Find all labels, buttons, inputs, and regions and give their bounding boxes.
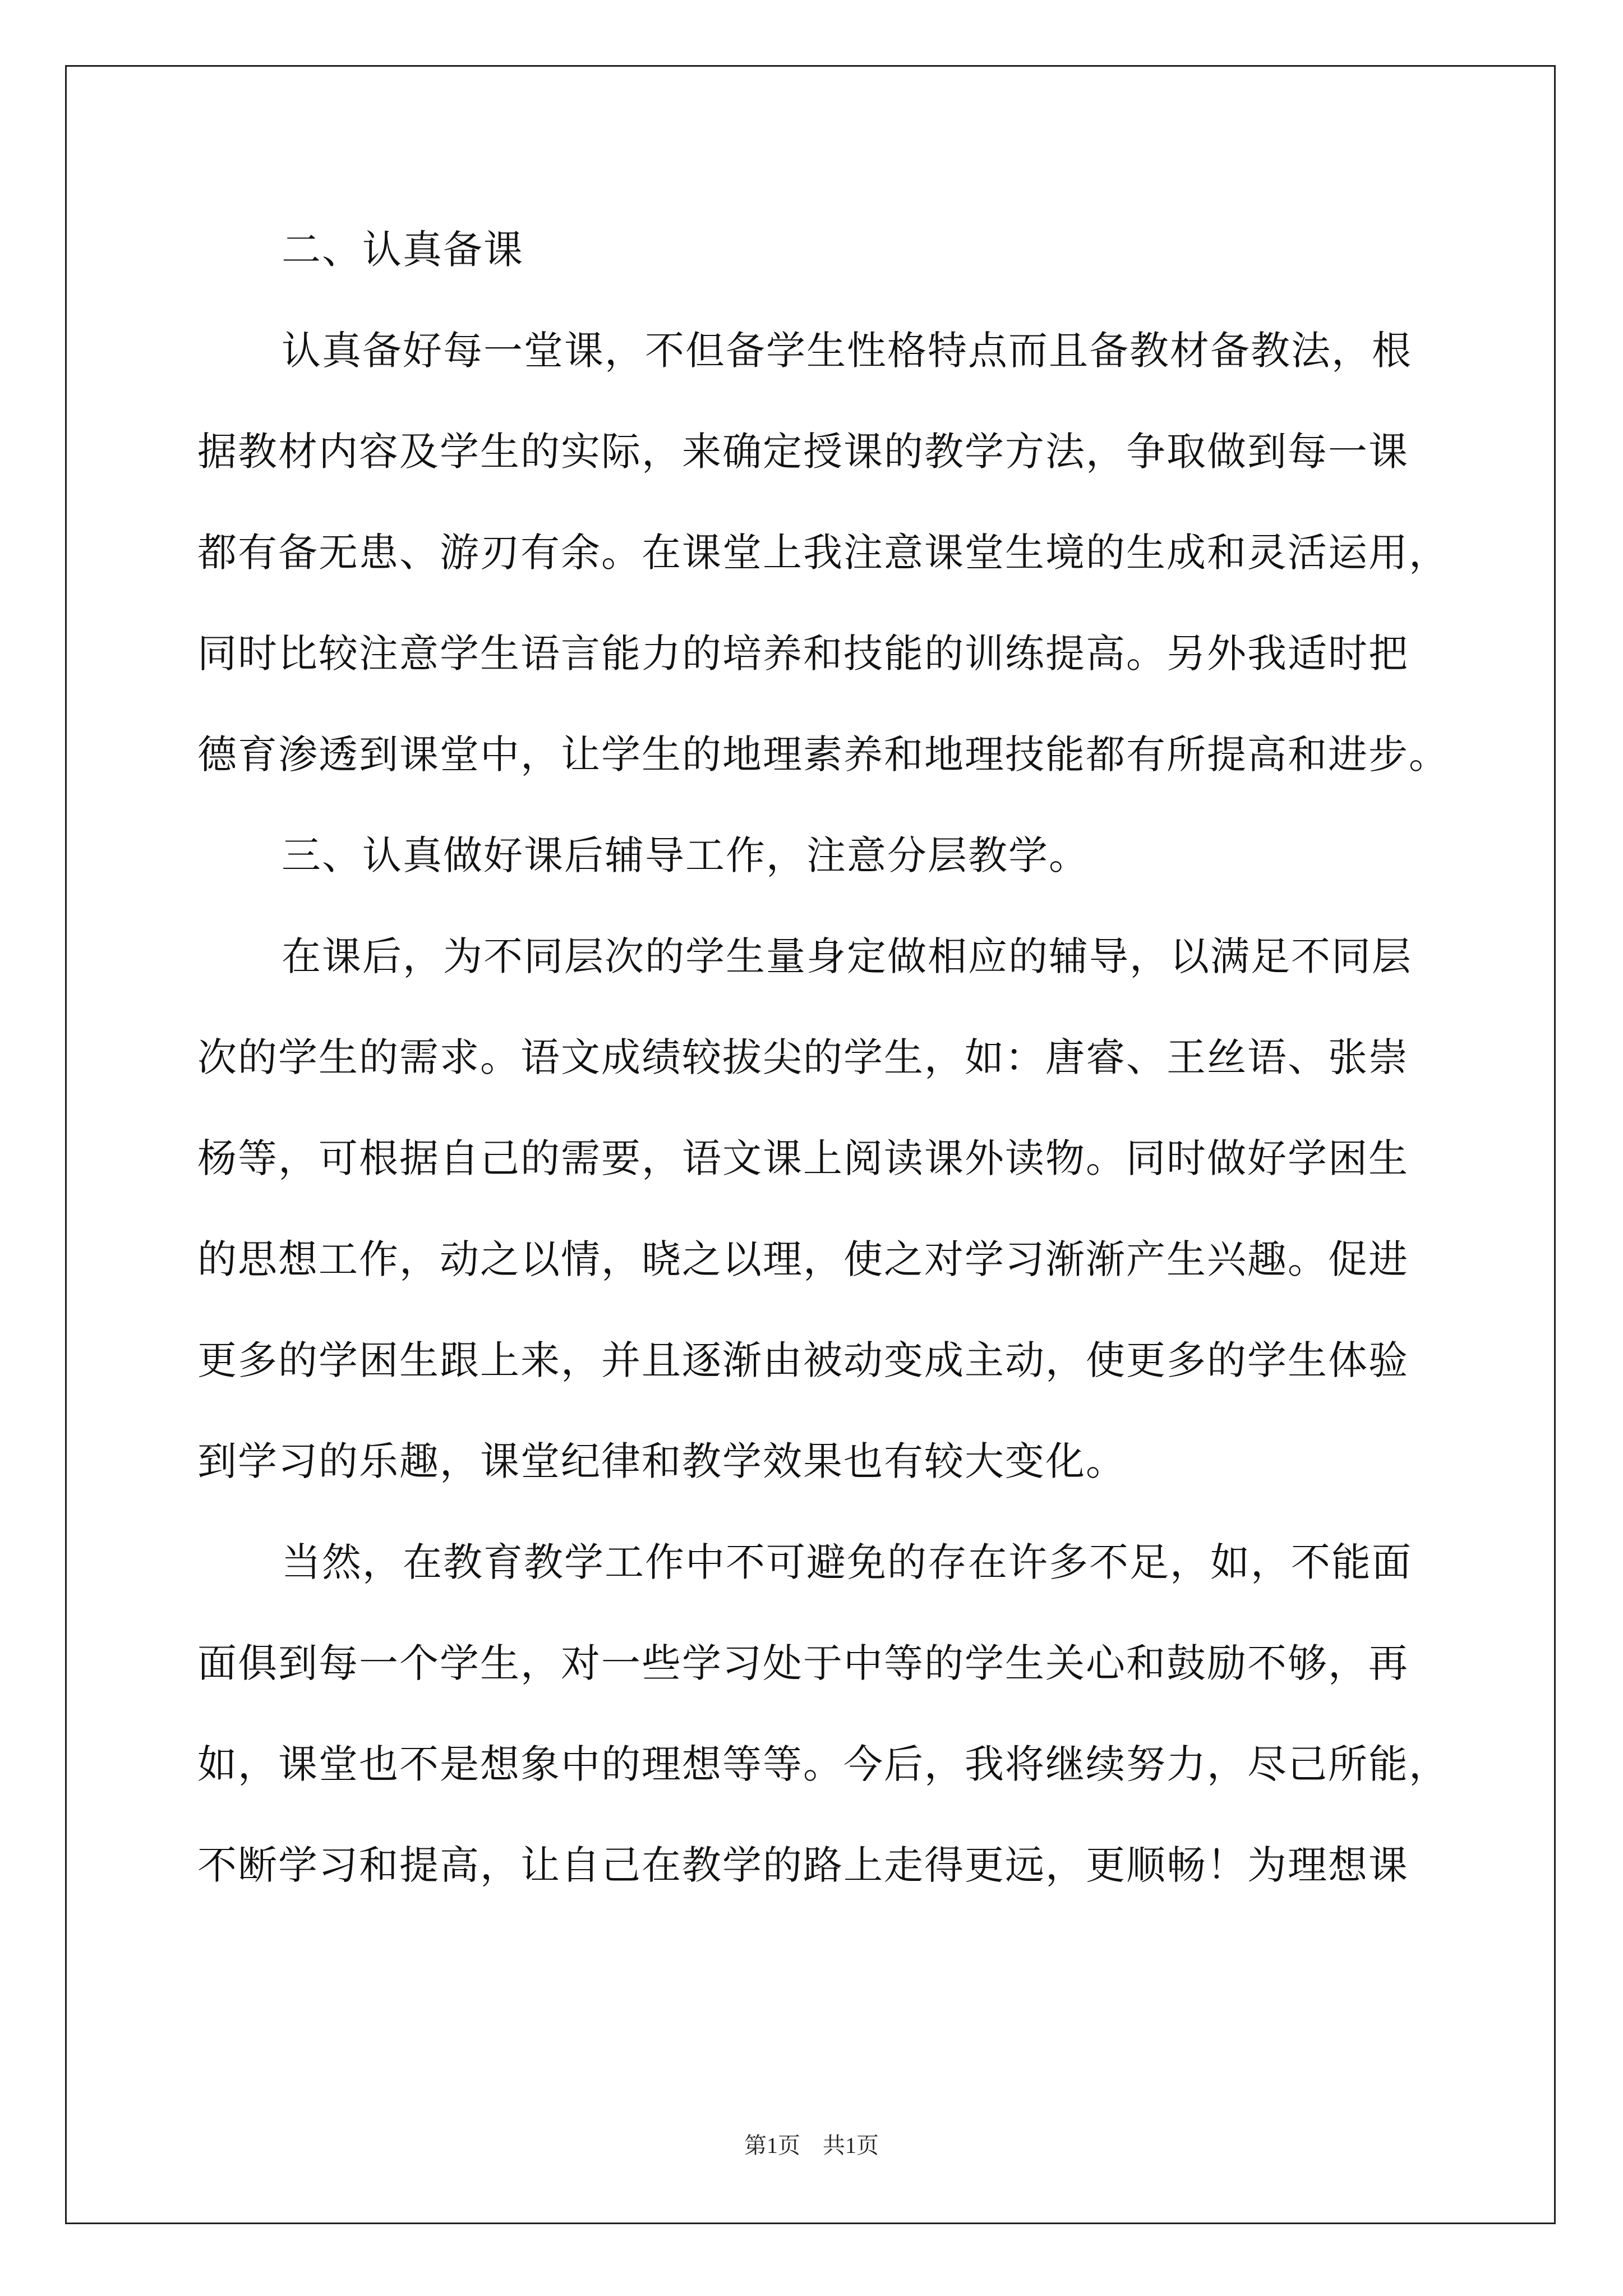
paragraph-line: 认真备好每一堂课，不但备学生性格特点而且备教材备教法，根 — [282, 328, 1412, 374]
paragraph-line: 的思想工作，动之以情，晓之以理，使之对学习渐渐产生兴趣。促进 — [197, 1236, 1409, 1282]
paragraph-line: 都有备无患、游刃有余。在课堂上我注意课堂生境的生成和灵活运用， — [197, 530, 1449, 576]
paragraph-line: 面俱到每一个学生，对一些学习处于中等的学生关心和鼓励不够，再 — [197, 1640, 1409, 1686]
paragraph-line: 德育渗透到课堂中，让学生的地理素养和地理技能都有所提高和进步。 — [197, 731, 1449, 777]
section-heading-3: 三、认真做好课后辅导工作，注意分层教学。 — [282, 832, 1089, 878]
paragraph-line: 更多的学困生跟上来，并且逐渐由被动变成主动，使更多的学生体验 — [197, 1337, 1409, 1383]
page-number: 第1页 共1页 — [744, 2133, 879, 2158]
paragraph-line: 杨等，可根据自己的需要，语文课上阅读课外读物。同时做好学困生 — [197, 1135, 1409, 1181]
paragraph-line: 同时比较注意学生语言能力的培养和技能的训练提高。另外我适时把 — [197, 631, 1409, 677]
paragraph-line: 到学习的乐趣，课堂纪律和教学效果也有较大变化。 — [197, 1438, 1126, 1484]
paragraph-line: 次的学生的需求。语文成绩较拔尖的学生，如：唐睿、王丝语、张崇 — [197, 1034, 1409, 1080]
paragraph-line: 当然，在教育教学工作中不可避免的存在许多不足，如，不能面 — [282, 1539, 1412, 1585]
paragraph-line: 不断学习和提高，让自己在教学的路上走得更远，更顺畅！为理想课 — [197, 1842, 1409, 1888]
paragraph-line: 据教材内容及学生的实际，来确定授课的教学方法，争取做到每一课 — [197, 429, 1409, 475]
paragraph-line: 如，课堂也不是想象中的理想等等。今后，我将继续努力，尽己所能， — [197, 1741, 1449, 1787]
section-heading-2: 二、认真备课 — [282, 227, 524, 273]
paragraph-line: 在课后，为不同层次的学生量身定做相应的辅导，以满足不同层 — [282, 933, 1412, 979]
